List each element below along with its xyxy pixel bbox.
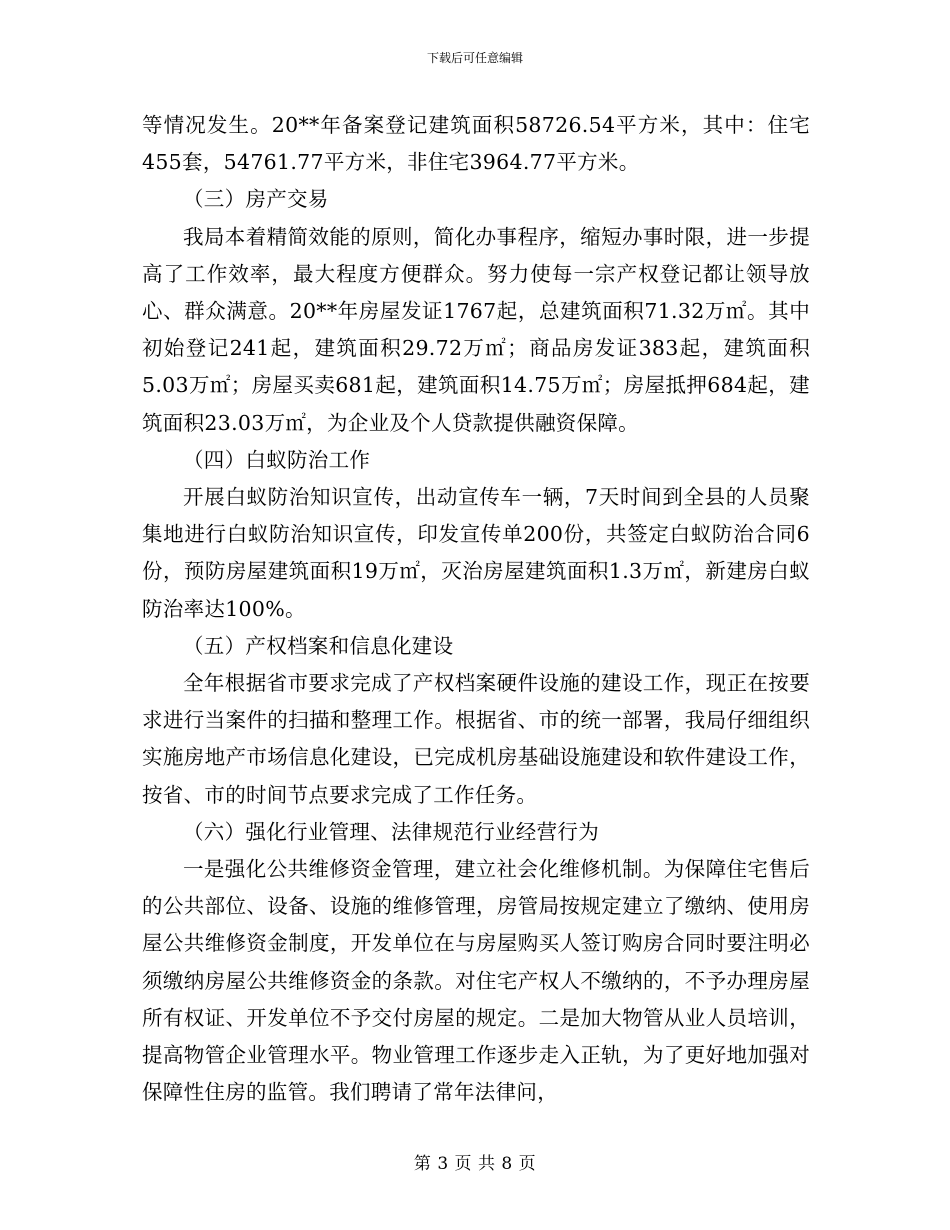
section-heading-termite-control: （四）白蚁防治工作 [183,447,371,472]
paragraph-continuation: 等情况发生。20**年备案登记建筑面积58726.54平方米，其中：住宅455套，54761.77平方米，非住宅3964.77平方米。 [142,113,810,175]
paragraph-termite-control: 开展白蚁防治知识宣传，出动宣传车一辆，7天时间到全县的人员聚集地进行白蚁防治知识宣传，印发宣传单200份，共签定白蚁防治合同6份，预防房屋建筑面积19万㎡，灭治房屋建筑面积1.3万㎡，新建房白蚁防治率达100%。 [142,485,810,621]
paragraph-real-estate-transactions: 我局本着精简效能的原则，简化办事程序，缩短办事时限，进一步提高了工作效率，最大程度方便群众。努力使每一宗产权登记都让领导放心、群众满意。20**年房屋发证1767起，总建筑面积71.32万㎡。其中初始登记241起，建筑面积29.72万㎡；商品房发证383起，建筑面积5.03万㎡；房屋买卖681起，建筑面积14.75万㎡；房屋抵押684起，建筑面积23.03万㎡，为企业及个人贷款提供融资保障。 [142,224,810,435]
paragraph-property-archives: 全年根据省市要求完成了产权档案硬件设施的建设工作，现正在按要求进行当案件的扫描和整理工作。根据省、市的统一部署，我局仔细组织实施房地产市场信息化建设，已完成机房基础设施建设和软件建设工作，按省、市的时间节点要求完成了工作任务。 [142,671,810,807]
page-header: 下载后可任意编辑 [426,51,523,65]
section-heading-industry-management: （六）强化行业管理、法律规范行业经营行为 [183,819,599,844]
page-footer [0,1153,950,1175]
section-heading-real-estate-transactions: （三）房产交易 [183,187,329,212]
page-number-label: 第 3 页 共 8 页 [413,1154,537,1174]
section-heading-property-archives: （五）产权档案和信息化建设 [183,633,454,658]
paragraph-industry-management: 一是强化公共维修资金管理，建立社会化维修机制。为保障住宅售后的公共部位、设备、设施的维修管理，房管局按规定建立了缴纳、使用房屋公共维修资金制度，开发单位在与房屋购买人签订购房合同时要注明必须缴纳房屋公共维修资金的条款。对住宅产权人不缴纳的，不予办理房屋所有权证、开发单位不予交付房屋的规定。二是加大物管从业人员培训，提高物管企业管理水平。物业管理工作逐步走入正轨，为了更好地加强对保障性住房的监管。我们聘请了常年法律问， [142,857,810,1105]
document-body [142,107,810,1111]
